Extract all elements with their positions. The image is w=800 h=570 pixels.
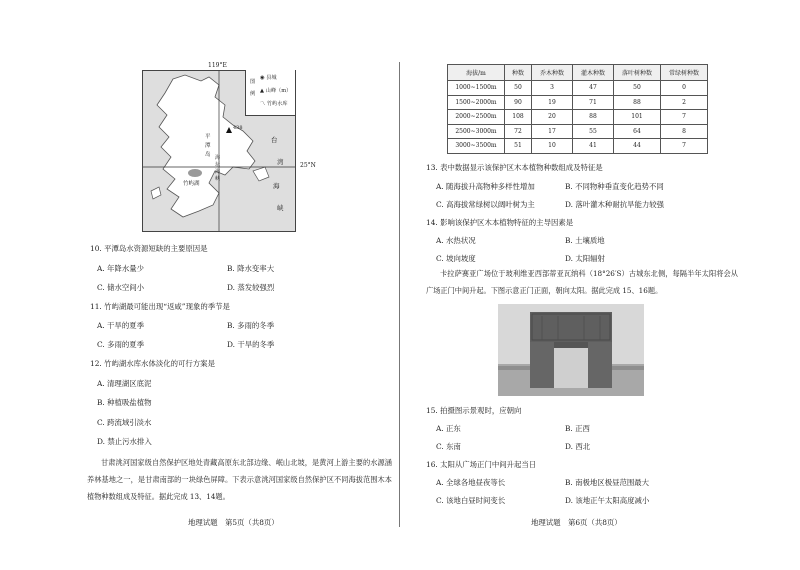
table-row xyxy=(448,95,708,110)
table-cell: 101 xyxy=(614,110,661,125)
table-row xyxy=(448,81,708,96)
table-cell: 3000~3500m xyxy=(448,139,505,154)
gate-pillar-right xyxy=(588,342,612,388)
table-cell: 71 xyxy=(573,95,614,110)
table-cell: 88 xyxy=(573,110,614,125)
lat-label: 25°N xyxy=(300,162,316,169)
q12-option-c[interactable]: C. 跨流域引淡水 xyxy=(97,418,152,427)
q16-option-d[interactable]: D. 该地正午太阳高度减小 xyxy=(565,496,650,505)
legend-item xyxy=(260,100,288,107)
legend-title-char: 图 xyxy=(250,79,256,85)
county-town-icon: ◉ xyxy=(260,75,265,81)
table-cell: 0 xyxy=(661,81,708,96)
table-cell: 7 xyxy=(661,139,708,154)
gate-photo-drawing xyxy=(498,304,644,396)
table-cell: 72 xyxy=(505,124,532,139)
table-cell: 1000~1500m xyxy=(448,81,505,96)
table-header: 种数 xyxy=(505,65,532,81)
table-cell: 17 xyxy=(532,124,573,139)
table-cell: 88 xyxy=(614,95,661,110)
reservoir-shape xyxy=(188,169,202,177)
table-cell: 7 xyxy=(661,110,708,125)
table-header: 乔木种数 xyxy=(532,65,573,81)
q13-option-b[interactable]: B. 不同物种垂直变化趋势不同 xyxy=(565,182,664,191)
species-table xyxy=(447,64,708,154)
table-cell: 47 xyxy=(573,81,614,96)
table-header: 灌木种数 xyxy=(573,65,614,81)
table-cell: 50 xyxy=(505,81,532,96)
q12-option-a[interactable]: A. 清理湖区底泥 xyxy=(97,379,152,388)
page-footer-right: 地理试题 第6页（共8页） xyxy=(531,518,622,527)
q12-option-b[interactable]: B. 种植吸盐植物 xyxy=(97,398,152,407)
legend-label: 县城 xyxy=(266,75,277,81)
island-char: 潭 xyxy=(205,143,211,149)
islet-shape-2 xyxy=(151,187,161,199)
q16-option-a[interactable]: A. 全球各地昼夜等长 xyxy=(436,478,506,487)
q15-option-a[interactable]: A. 正东 xyxy=(436,424,461,433)
island-char: 平 xyxy=(205,134,211,140)
q11-option-d[interactable]: D. 干旱的冬季 xyxy=(227,340,275,349)
table-cell: 3 xyxy=(532,81,573,96)
island-char: 岛 xyxy=(205,152,211,158)
legend-label: 竹屿水库 xyxy=(266,101,288,107)
question-13-stem: 13. 表中数据显示该保护区木本植物种数组成及特征是 xyxy=(426,163,603,172)
q14-option-c[interactable]: C. 坡向坡度 xyxy=(436,254,476,263)
q14-option-b[interactable]: B. 土壤质地 xyxy=(565,236,605,245)
table-cell: 8 xyxy=(661,124,708,139)
sea-char: 台 xyxy=(271,136,278,144)
sea-char: 海 xyxy=(273,182,280,190)
question-15-stem: 15. 拍摄图示景观时，应朝向 xyxy=(426,406,522,415)
table-cell: 10 xyxy=(532,139,573,154)
table-cell: 20 xyxy=(532,110,573,125)
q11-option-c[interactable]: C. 多雨的夏季 xyxy=(97,340,145,349)
mountain-peak-icon: ▲ xyxy=(260,88,264,94)
q11-option-a[interactable]: A. 干旱的夏季 xyxy=(97,321,144,330)
q13-option-a[interactable]: A. 随海拔升高物种多样性增加 xyxy=(436,182,535,191)
legend-title-char: 例 xyxy=(250,91,256,97)
table-cell: 2000~2500m xyxy=(448,110,505,125)
question-16-stem: 16. 太阳从广场正门中间升起当日 xyxy=(426,460,537,469)
lon-label: 119°E xyxy=(208,62,227,69)
q15-option-c[interactable]: C. 东南 xyxy=(436,442,461,451)
island-name xyxy=(205,133,213,160)
table-cell: 2500~3000m xyxy=(448,124,505,139)
table-cell: 108 xyxy=(505,110,532,125)
islet-shape xyxy=(253,167,269,181)
table-row xyxy=(448,110,708,125)
strait-char: 海 xyxy=(215,169,221,175)
question-10-stem: 10. 平潭岛水资源短缺的主要原因是 xyxy=(90,244,208,253)
sea-char: 峡 xyxy=(277,204,284,212)
table-header: 海拔/m xyxy=(448,65,505,81)
q10-option-d[interactable]: D. 蒸发较强烈 xyxy=(227,283,275,292)
legend-item xyxy=(260,87,291,94)
question-11-stem: 11. 竹屿湖最可能出现“返咸”现象的季节是 xyxy=(90,302,230,311)
table-row xyxy=(448,124,708,139)
strait-char: 海 xyxy=(215,155,221,161)
peak-label: 438 xyxy=(233,125,243,131)
table-cell: 90 xyxy=(505,95,532,110)
table-cell: 50 xyxy=(614,81,661,96)
sea-char: 湾 xyxy=(277,158,284,166)
gate-of-the-sun-photo xyxy=(498,304,644,396)
map-legend xyxy=(245,70,295,116)
table-cell: 44 xyxy=(614,139,661,154)
gate-opening xyxy=(554,348,588,388)
gate-pillar-left xyxy=(530,342,554,388)
question-12-stem: 12. 竹屿湖水库水体淡化的可行方案是 xyxy=(90,359,215,368)
table-cell: 1500~2000m xyxy=(448,95,505,110)
table-cell: 51 xyxy=(505,139,532,154)
q10-option-a[interactable]: A. 年降水量少 xyxy=(97,264,144,273)
passage-13-14: 甘肃洮河国家级自然保护区地处青藏高原东北部边缘、岷山北坡，是黄河上游主要的水源涵养林基地之一，是甘肃南部的一块绿色屏障。下表示意洮河国家级自然保护区不同海拔范围木本植物种数组成及特征。据此完成 13、14题。 xyxy=(87,458,392,501)
q16-option-c[interactable]: C. 该地白昼时间变长 xyxy=(436,496,506,505)
table-header: 落叶树种数 xyxy=(614,65,661,81)
q13-option-c[interactable]: C. 高海拔常绿树以阔叶树为主 xyxy=(436,200,535,209)
q12-option-d[interactable]: D. 禁止污水排入 xyxy=(97,437,152,446)
table-cell: 64 xyxy=(614,124,661,139)
strait-char: 峡 xyxy=(215,176,221,182)
strait-name-left xyxy=(215,155,223,183)
q14-option-a[interactable]: A. 水热状况 xyxy=(436,236,476,245)
q11-option-b[interactable]: B. 多雨的冬季 xyxy=(227,321,275,330)
q15-option-b[interactable]: B. 正西 xyxy=(565,424,590,433)
table-header: 常绿树种数 xyxy=(661,65,708,81)
table-cell: 41 xyxy=(573,139,614,154)
q10-option-b[interactable]: B. 降水变率大 xyxy=(227,264,275,273)
table-header-row xyxy=(448,65,708,81)
legend-label: 山峰（m） xyxy=(265,88,292,94)
q14-option-d[interactable]: D. 太阳辐射 xyxy=(565,254,605,263)
q15-option-d[interactable]: D. 西北 xyxy=(565,442,591,451)
table-row xyxy=(448,139,708,154)
place-label: 竹屿湖 xyxy=(183,181,200,187)
legend-title xyxy=(250,76,255,100)
strait-char: 坛 xyxy=(215,162,221,168)
table-cell: 2 xyxy=(661,95,708,110)
legend-item xyxy=(260,74,277,81)
question-14-stem: 14. 影响该保护区木本植物特征的主导因素是 xyxy=(426,218,574,227)
reservoir-icon: 〽 xyxy=(260,101,266,107)
table-cell: 55 xyxy=(573,124,614,139)
page-footer-left: 地理试题 第5页（共8页） xyxy=(188,518,279,527)
table-cell: 19 xyxy=(532,95,573,110)
q10-option-c[interactable]: C. 储水空间小 xyxy=(97,283,145,292)
q13-option-d[interactable]: D. 落叶灌木种耐抗旱能力较强 xyxy=(565,200,665,209)
q16-option-b[interactable]: B. 南极地区极昼范围最大 xyxy=(565,478,650,487)
passage-15-16: 卡拉萨赛亚广场位于玻利维亚西部蒂亚瓦纳科（18°26′S）古城东北侧，每隔半年太阳将会从广场正门中间升起。下图示意正门正面，朝向太阳。据此完成 15、16题。 xyxy=(426,269,738,295)
